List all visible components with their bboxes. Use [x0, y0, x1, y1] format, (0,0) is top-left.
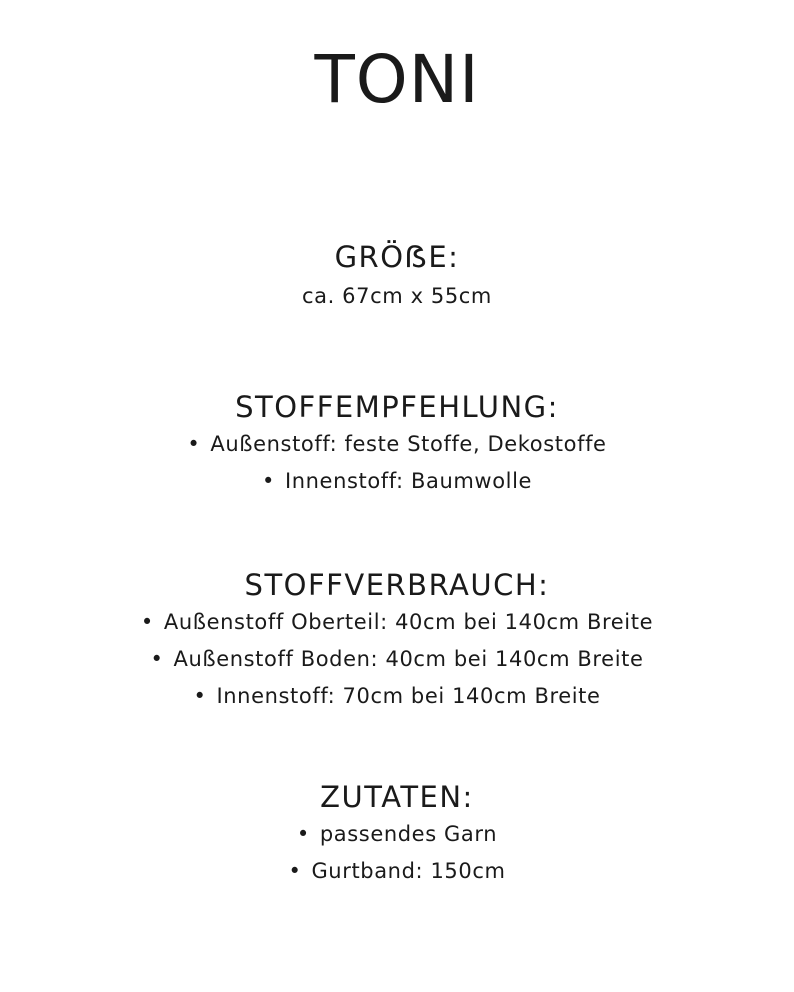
bullet-icon: •	[193, 684, 207, 708]
list-item-text: Gurtband: 150cm	[311, 859, 506, 883]
list-item	[0, 604, 794, 641]
bullet-icon: •	[140, 610, 154, 634]
fabric-usage-heading: STOFFVERBRAUCH:	[244, 568, 550, 602]
bullet-icon: •	[261, 469, 275, 493]
list-item-text: Außenstoff Oberteil: 40cm bei 140cm Breite	[163, 610, 654, 634]
bullet-icon: •	[296, 822, 310, 846]
fabric-recommendation-heading: STOFFEMPFEHLUNG:	[235, 390, 559, 424]
list-item	[0, 641, 794, 678]
list-item	[0, 463, 794, 500]
list-item-text: Innenstoff: Baumwolle	[284, 469, 533, 493]
list-item	[0, 426, 794, 463]
extras-section	[0, 778, 794, 890]
list-item-text: Innenstoff: 70cm bei 140cm Breite	[216, 684, 601, 708]
list-item-text: Außenstoff Boden: 40cm bei 140cm Breite	[173, 647, 644, 671]
bullet-icon: •	[187, 432, 201, 456]
list-item-text: passendes Garn	[319, 822, 498, 846]
list-item	[0, 853, 794, 890]
bullet-icon: •	[150, 647, 164, 671]
extras-heading: ZUTATEN:	[320, 780, 474, 814]
fabric-usage-section	[0, 566, 794, 715]
list-item-text: Außenstoff: feste Stoffe, Dekostoffe	[210, 432, 607, 456]
size-heading: GRÖẞE:	[334, 240, 460, 274]
size-section	[0, 238, 794, 316]
list-item	[0, 816, 794, 853]
list-item	[0, 678, 794, 715]
size-value: ca. 67cm x 55cm	[302, 284, 492, 308]
pattern-title: TONI	[314, 41, 480, 118]
bullet-icon: •	[288, 859, 302, 883]
fabric-recommendation-section	[0, 388, 794, 500]
